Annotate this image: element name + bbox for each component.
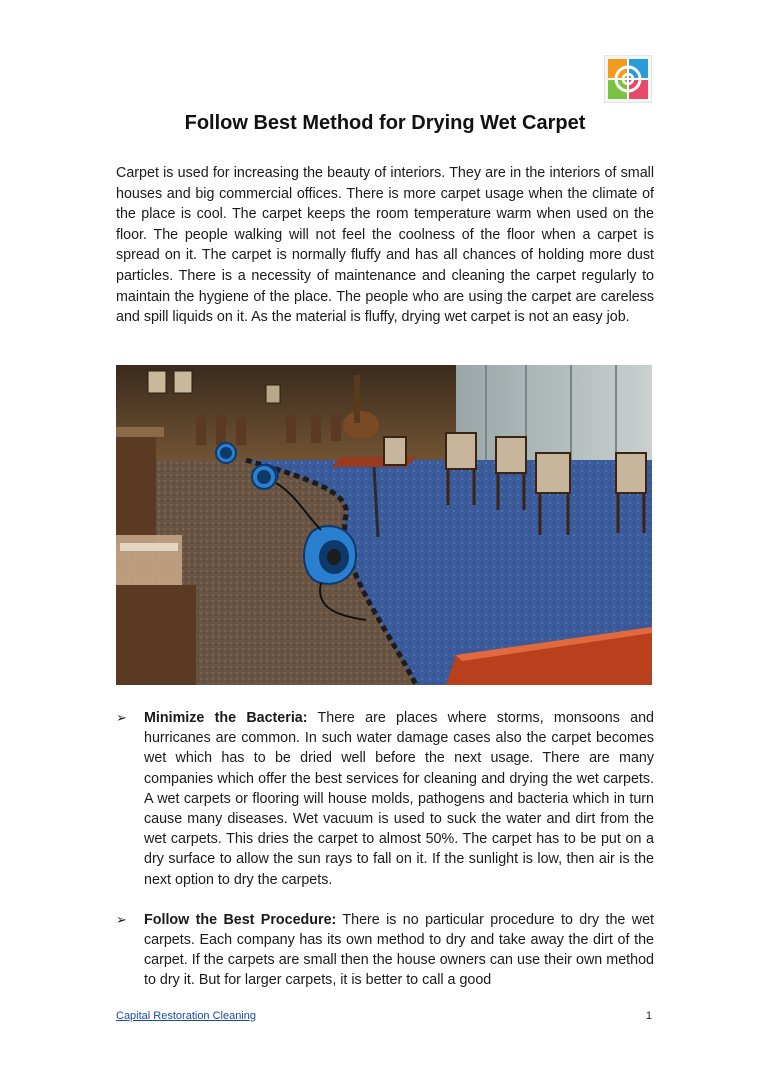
bullet-list (116, 708, 654, 991)
document-title: Follow Best Method for Drying Wet Carpet (184, 112, 586, 134)
arrow-bullet-icon: ➢ (116, 710, 127, 725)
bullet-heading: Follow the Best Procedure: (144, 911, 337, 928)
bullet-text: There are places where storms, monsoons and hurricanes are common. In such water damage cases also the carpet becomes wet which has to be dried well before the next usage. There are many companies which offer the best services for cleaning and drying the wet carpets. A wet carpets or flooring will house molds, pathogens and bacteria which in turn cause many diseases. Wet vacuum is used to suck the water and dirt from the wet carpets. This dries the carpet to almost 50%. The carpet has to be put on a dry surface to allow the sun rays to fall on it. If the sunlight is low, then air is the next option to dry the carpets. (144, 710, 654, 888)
bullet-minimize-bacteria (116, 708, 654, 890)
intro-paragraph: Carpet is used for increasing the beauty of interiors. They are in the interiors of small houses and big commercial offices. There is more carpet usage when the climate of the place is cool. The carpet keeps the room temperature warm when used on the floor. The people walking will not feel the coolness of the floor when a carpet is spread on it. The carpet is normally fluffy and has all chances of holding more dust particles. There is a necessity of maintenance and cleaning the carpet regularly to maintain the hygiene of the place. The people who are using the carpet are careless and spill liquids on it. As the material is fluffy, drying wet carpet is not an easy job. (116, 165, 654, 326)
wet-carpet-photo (116, 365, 652, 685)
bullet-heading: Minimize the Bacteria: (144, 710, 308, 726)
footer-company-link[interactable]: Capital Restoration Cleaning (116, 1010, 257, 1022)
arrow-bullet-icon: ➢ (116, 911, 127, 927)
bullet-text: There is no particular procedure to dry the wet carpets. Each company has its own method to dry and take away the dirt of the carpet. If the carpets are small then the house owners can use their own method to dry it. But for larger carpets, it is better to call a good (144, 911, 654, 989)
company-logo-icon (604, 55, 652, 103)
page-number: 1 (645, 1010, 652, 1022)
bullet-best-procedure (116, 910, 654, 991)
